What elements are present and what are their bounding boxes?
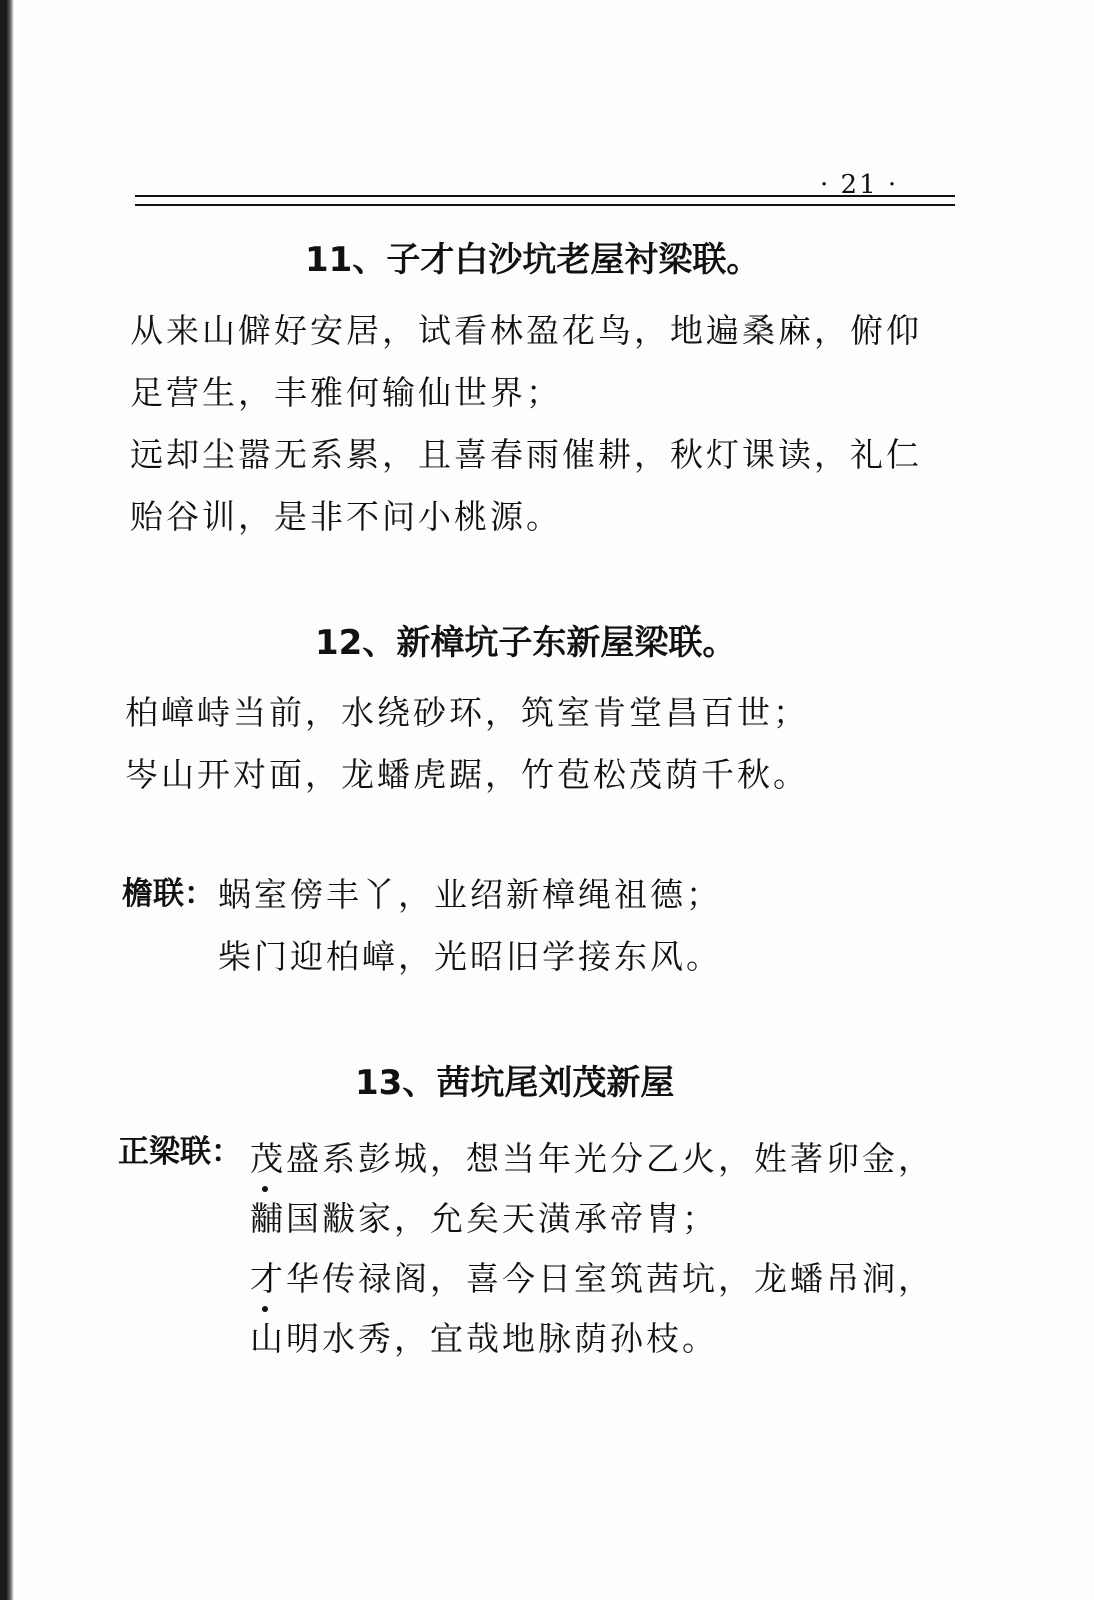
eave-couplet-label: 檐联： (122, 876, 215, 912)
section-11-heading: 11、子才白沙坑老屋衬梁联。 (305, 240, 761, 280)
main-beam-line-3: 才华传禄阁，喜今日室筑茜坑，龙蟠吊涧， (250, 1259, 934, 1298)
section-13-heading: 13、茜坑尾刘茂新屋 (355, 1063, 675, 1103)
eave-couplet-line-1: 蜗室傍丰丫，业绍新樟绳祖德； (218, 875, 722, 914)
scan-binding-edge (0, 0, 14, 1600)
header-double-rule (135, 195, 955, 206)
main-beam-line-2: 黼国黻家，允矣天潢承帝胄； (250, 1199, 718, 1238)
eave-couplet-line-2: 柴门迎柏嶂，光昭旧学接东风。 (218, 937, 722, 976)
page-number: · 21 · (820, 170, 899, 200)
main-beam-line-4: 山明水秀，宜哉地脉荫孙枝。 (250, 1319, 718, 1358)
section-11-line-3: 远却尘嚣无系累，且喜春雨催耕，秋灯课读，礼仁 (130, 435, 922, 474)
section-12-line-2: 岑山开对面，龙蟠虎踞，竹苞松茂荫千秋。 (125, 755, 809, 794)
section-11-line-4: 贻谷训，是非不问小桃源。 (130, 497, 562, 536)
main-beam-line-1: 茂盛系彭城，想当年光分乙火，姓著卯金， (250, 1139, 934, 1178)
section-12-line-1: 柏嶂峙当前，水绕砂环，筑室肯堂昌百世； (125, 693, 809, 732)
section-12-heading: 12、新樟坑子东新屋梁联。 (315, 623, 737, 663)
section-11-line-1: 从来山僻好安居，试看林盈花鸟，地遍桑麻，俯仰 (130, 311, 922, 350)
main-beam-couplet-label: 正梁联： (118, 1134, 242, 1170)
section-11-line-2: 足营生，丰雅何输仙世界； (130, 373, 562, 412)
